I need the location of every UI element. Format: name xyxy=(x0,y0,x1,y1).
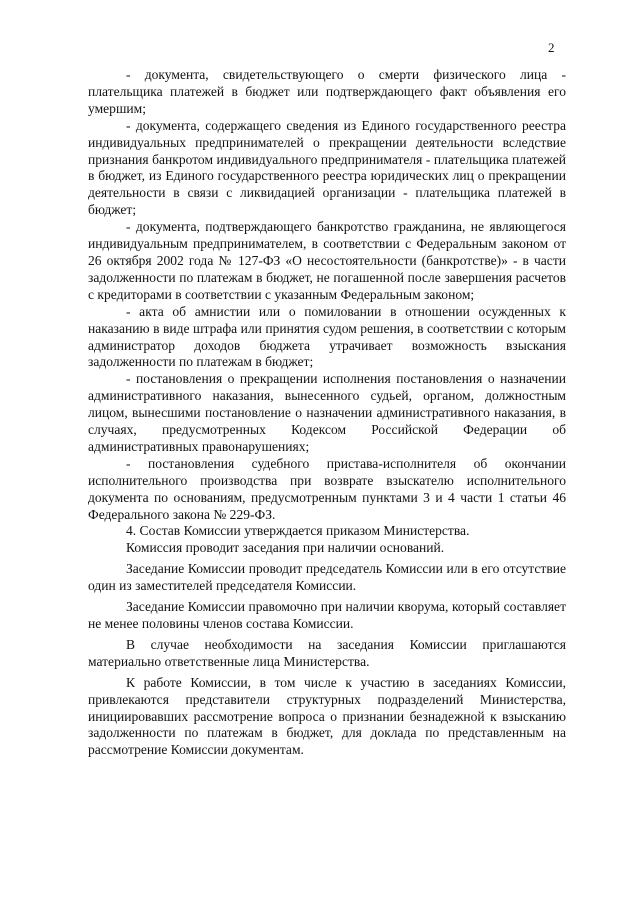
paragraph-commission-meetings: Комиссия проводит заседания при наличии оснований. xyxy=(126,540,445,556)
paragraph-bailiff-resolution: - постановления судебного пристава-исполнителя об окончании исполнительного производства при возврате взыскателю исполнительного документа по основаниям, предусмотренным пунктами 3 и 4 части 1 статьи 46 Федерального закона № 229-ФЗ. xyxy=(88,455,566,522)
page-number: 2 xyxy=(548,40,555,55)
paragraph-termination-resolution: - постановления о прекращении исполнения постановления о назначении административного наказания, вынесенного судьей, органом, должностным лицом, вынесшими постановление о назначении административного наказания, в случаях, предусмотренных Кодексом Российской Федерации об административных правонарушениях; xyxy=(88,371,566,454)
paragraph-department-representatives: К работе Комиссии, в том числе к участию в заседаниях Комиссии, привлекаются представители структурных подразделений Министерства, инициировавших рассмотрение вопроса о признании безнадежной к взысканию задолженности по платежам в бюджет, для доклада по представленным на рассмотрение Комиссии документам. xyxy=(88,674,566,758)
paragraph-commission-composition: 4. Состав Комиссии утверждается приказом Министерства. xyxy=(126,523,470,539)
paragraph-registry-document: - документа, содержащего сведения из Единого государственного реестра индивидуальных предпринимателей о прекращении деятельности вследствие признания банкротом индивидуального предпринимателя - плательщика платежей в бюджет, из Единого государственного реестра юридических лиц о прекращении деятельности в связи с ликвидацией организации - плательщика платежей в бюджет; xyxy=(88,117,566,218)
document-body xyxy=(88,67,566,759)
paragraph-death-document: - документа, свидетельствующего о смерти физического лица - плательщика платежей в бюджет или подтверждающего факт объявления его умершим; xyxy=(88,67,566,116)
paragraph-invited-persons: В случае необходимости на заседания Комиссии приглашаются материально ответственные лица Министерства. xyxy=(88,636,566,669)
paragraph-bankruptcy-document: - документа, подтверждающего банкротство гражданина, не являющегося индивидуальным предпринимателем, в соответствии с Федеральным законом от 26 октября 2002 года № 127-ФЗ «О несостоятельности (банкротстве)» - в части задолженности по платежам в бюджет, не погашенной после завершения расчетов с кредиторами в соответствии с указанным Федеральным законом; xyxy=(88,219,566,302)
paragraph-amnesty-act: - акта об амнистии или о помиловании в отношении осужденных к наказанию в виде штрафа или принятия судом решения, в соответствии с которым администратор доходов бюджета утрачивает возможность взыскания задолженности по платежам в бюджет; xyxy=(88,303,566,370)
paragraph-quorum: Заседание Комиссии правомочно при наличии кворума, который составляет не менее половины членов состава Комиссии. xyxy=(88,599,566,631)
paragraph-meeting-chair: Заседание Комиссии проводит председатель Комиссии или в его отсутствие один из заместителей председателя Комиссии. xyxy=(88,561,566,594)
